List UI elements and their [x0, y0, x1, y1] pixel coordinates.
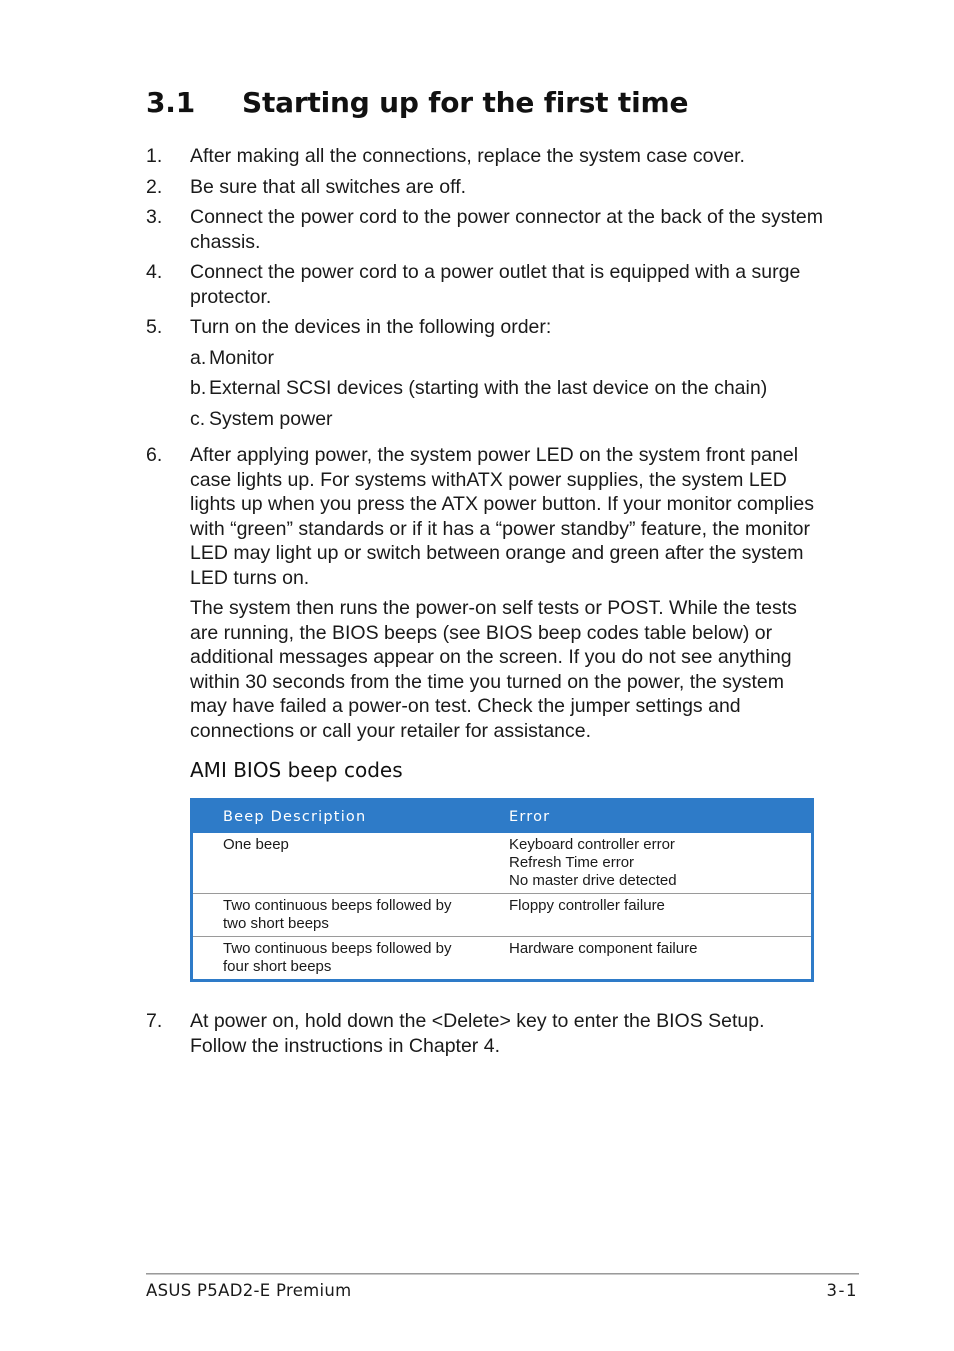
sub-text: Monitor	[209, 346, 275, 369]
sub-letter: b.	[190, 377, 207, 399]
step-3	[146, 205, 826, 254]
step-7	[146, 1009, 826, 1058]
sub-item-system-power	[190, 407, 826, 432]
step-4	[146, 260, 826, 309]
step-6	[146, 443, 826, 743]
table-row	[192, 894, 813, 937]
table-cell	[192, 937, 510, 981]
cell-line: One beep	[223, 836, 289, 853]
sub-letter: c.	[190, 407, 206, 430]
sub-letter: a.	[190, 346, 207, 369]
table-cell	[509, 937, 813, 981]
step-text: Be sure that all switches are off.	[190, 175, 467, 198]
column-header: Beep Description	[192, 800, 510, 834]
step-2	[146, 175, 826, 200]
step-text: At power on, hold down the <Delete> key to enter the BIOS Setup. Follow the instructions in Chapter 4.	[190, 1010, 765, 1057]
column-header: Error	[509, 800, 813, 834]
cell-line: two short beeps	[223, 915, 329, 932]
sub-text: External SCSI devices (starting with the last device on the chain)	[209, 377, 768, 399]
step-paragraph: The system then runs the power-on self tests or POST. While the tests are running, the BIOS beeps (see BIOS beep codes table below) or additional messages appear on the screen. If you do not see anything within 30 seconds from the time you turned on the power, the system may have failed a power-on test. Check the jumper settings and connections or call your retailer for assistance.	[190, 597, 797, 742]
beep-codes-heading: AMI BIOS beep codes	[190, 758, 403, 782]
steps-list-continued	[146, 1009, 826, 1064]
table-cell	[509, 894, 813, 937]
cell-line: Two continuous beeps followed by	[223, 940, 452, 957]
cell-line: Keyboard controller error	[509, 836, 675, 853]
table-cell	[192, 894, 510, 937]
cell-line: Floppy controller failure	[509, 897, 665, 914]
step-number: 5.	[146, 316, 163, 338]
table-cell	[509, 833, 813, 894]
step-1	[146, 144, 826, 169]
step-number: 3.	[146, 206, 163, 228]
step-number: 2.	[146, 175, 163, 198]
table-row	[192, 833, 813, 894]
beep-codes-table	[190, 798, 814, 982]
step-number: 7.	[146, 1010, 163, 1032]
footer-divider	[146, 1273, 859, 1275]
section-title-text: Starting up for the first time	[242, 86, 689, 119]
cell-line: Refresh Time error	[509, 854, 635, 871]
step-number: 4.	[146, 261, 163, 283]
sub-text: System power	[209, 407, 333, 430]
sub-list	[190, 346, 826, 432]
table-header-row	[192, 800, 813, 834]
section-title	[146, 86, 688, 119]
sub-item-monitor	[190, 346, 826, 371]
steps-list	[146, 144, 826, 749]
sub-item-scsi	[190, 376, 826, 401]
step-text: Connect the power cord to the power connector at the back of the system chassis.	[190, 206, 824, 253]
step-text: Turn on the devices in the following order:	[190, 316, 552, 338]
table-row	[192, 937, 813, 981]
step-text: After making all the connections, replace the system case cover.	[190, 145, 745, 167]
cell-line: Two continuous beeps followed by	[223, 897, 452, 914]
step-5	[146, 315, 826, 437]
footer-product-name: ASUS P5AD2-E Premium	[146, 1281, 352, 1300]
cell-line: four short beeps	[223, 958, 332, 975]
footer-page-number: 3-1	[826, 1281, 858, 1300]
section-number: 3.1	[146, 86, 196, 119]
table-cell	[192, 833, 510, 894]
cell-line: No master drive detected	[509, 872, 677, 889]
step-number: 6.	[146, 444, 163, 466]
cell-line: Hardware component failure	[509, 940, 698, 957]
step-text: Connect the power cord to a power outlet that is equipped with a surge protector.	[190, 261, 801, 308]
step-number: 1.	[146, 145, 163, 167]
step-text: After applying power, the system power LED on the system front panel case lights up. For systems withATX power supplies, the system LED lights up when you press the ATX power button. If your monitor complies with “green” standards or if it has a “power standby” feature, the monitor LED may light up or switch between orange and green after the system LED turns on.	[190, 444, 814, 589]
